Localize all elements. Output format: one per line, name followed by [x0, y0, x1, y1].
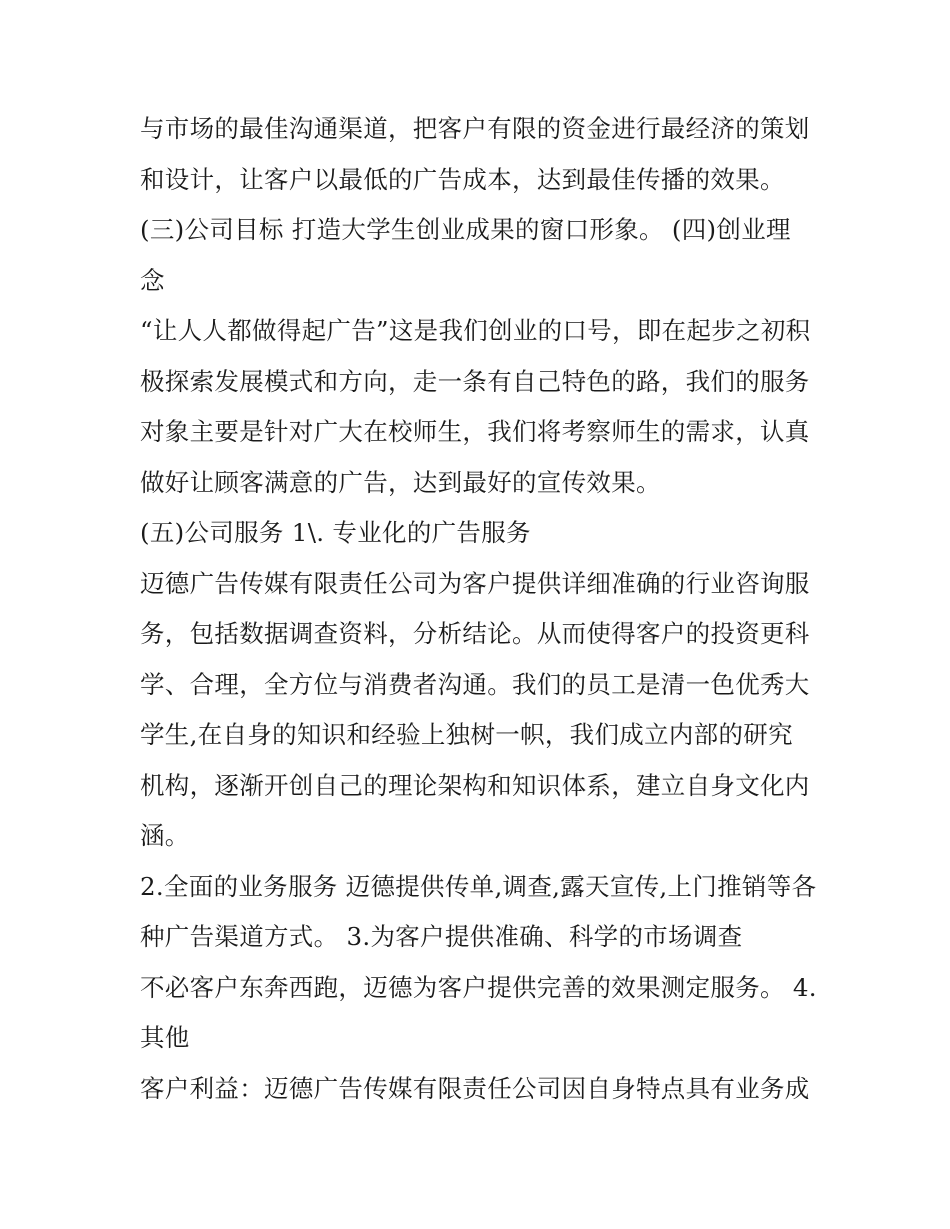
text-line: 极探索发展模式和方向，走一条有自己特色的路，我们的服务	[140, 366, 810, 396]
text-line: 不必客户东奔西跑，迈德为客户提供完善的效果测定服务。 4.	[140, 972, 817, 1002]
text-line: 对象主要是针对广大在校师生，我们将考察师生的需求，认真	[140, 417, 810, 446]
text-line: 学生,在自身的知识和经验上独树一帜，我们成立内部的研究	[140, 720, 793, 749]
text-line: 涵。	[140, 821, 190, 850]
text-line: 种广告渠道方式。 3.为客户提供准确、科学的市场调查	[140, 922, 743, 951]
text-line: 学、合理，全方位与消费者沟通。我们的员工是清一色优秀大	[140, 669, 810, 699]
text-line: 机构，逐渐开创自己的理论架构和知识体系，建立自身文化内	[140, 770, 810, 800]
text-line: 迈德广告传媒有限责任公司为客户提供详细准确的行业咨询服	[140, 568, 810, 598]
text-line: 做好让顾客满意的广告，达到最好的宣传效果。	[140, 467, 661, 497]
section-heading-line: (五)公司服务 1\. 专业化的广告服务	[140, 518, 531, 547]
section-heading-line: (三)公司目标 打造大学生创业成果的窗口形象。 (四)创业理	[140, 215, 791, 244]
text-line: “让人人都做得起广告”这是我们创业的口号，即在起步之初积	[140, 316, 811, 345]
text-line: 和设计，让客户以最低的广告成本，达到最佳传播的效果。	[140, 164, 785, 194]
text-line: 其他	[140, 1023, 190, 1052]
text-line: 念	[140, 265, 165, 295]
text-line: 客户利益：迈德广告传媒有限责任公司因自身特点具有业务成	[140, 1073, 810, 1103]
text-line: 与市场的最佳沟通渠道，把客户有限的资金进行最经济的策划	[140, 114, 810, 143]
text-line: 务，包括数据调查资料，分析结论。从而使得客户的投资更科	[140, 619, 810, 648]
text-line: 2.全面的业务服务 迈德提供传单,调查,露天宣传,上门推销等各	[140, 871, 817, 901]
body-text	[140, 104, 820, 1114]
